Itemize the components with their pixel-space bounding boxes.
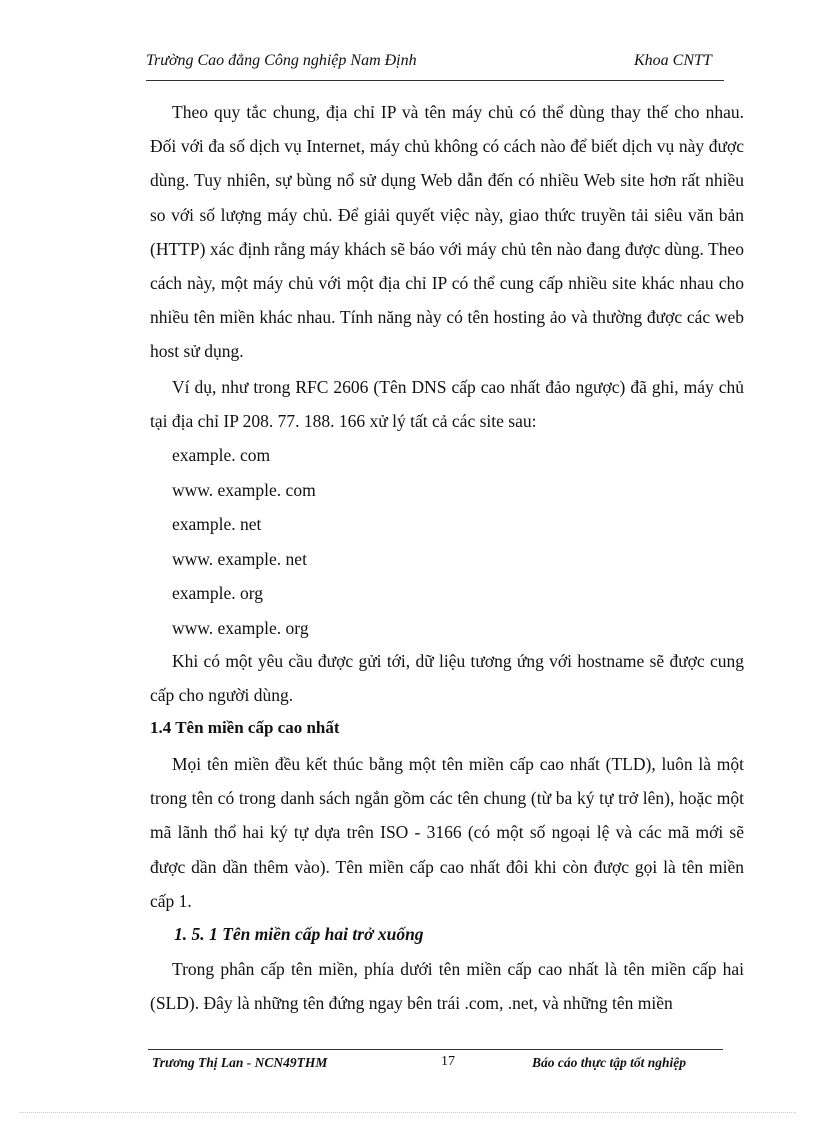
- section-heading-1-4: 1.4 Tên miền cấp cao nhất: [150, 718, 340, 737]
- site-list-item: example. com: [172, 445, 271, 465]
- paragraph-5-text: Trong phân cấp tên miền, phía dưới tên miền cấp cao nhất là tên miền cấp hai (SLD). Đây là những tên đứng ngay bên trái .com, .net, và những tên miền: [150, 959, 744, 1014]
- body-paragraph-3: [150, 644, 744, 712]
- body-paragraph-4: [150, 747, 744, 918]
- body-paragraph-5: [150, 952, 744, 1020]
- footer-divider: [148, 1049, 723, 1050]
- page-edge-divider: [20, 1112, 796, 1113]
- body-paragraph-2: [150, 370, 744, 438]
- paragraph-3-text: Khi có một yêu cầu được gửi tới, dữ liệu tương ứng với hostname sẽ được cung cấp cho người dùng.: [150, 651, 744, 706]
- footer-author: Trương Thị Lan - NCN49THM: [152, 1055, 328, 1070]
- site-list-item: example. net: [172, 514, 262, 534]
- paragraph-2-text: Ví dụ, như trong RFC 2606 (Tên DNS cấp cao nhất đảo ngược) đã ghi, máy chủ tại địa chỉ IP 208. 77. 188. 166 xử lý tất cả các site sau:: [150, 377, 744, 432]
- paragraph-1-text: Theo quy tắc chung, địa chỉ IP và tên máy chủ có thể dùng thay thế cho nhau. Đối với đa số dịch vụ Internet, máy chủ không có cách nào để biết dịch vụ này được dùng. Tuy nhiên, sự bùng nổ sử dụng Web dẫn đến có nhiều Web site hơn rất nhiều so với số lượng máy chủ. Để giải quyết việc này, giao thức truyền tải siêu văn bản (HTTP) xác định rằng máy khách sẽ báo với máy chủ tên nào đang được dùng. Theo cách này, một máy chủ với một địa chỉ IP có thể cung cấp nhiều site khác nhau cho nhiều tên miền khác nhau. Tính năng này có tên hosting ảo và thường được các web host sử dụng.: [150, 102, 744, 362]
- site-list-item: www. example. org: [172, 617, 309, 638]
- site-list-item: www. example. net: [172, 548, 307, 569]
- page-number: 17: [441, 1054, 455, 1069]
- footer-report-title: Báo cáo thực tập tốt nghiệp: [532, 1055, 686, 1070]
- header-divider: [146, 80, 724, 81]
- section-heading-1-5-1: 1. 5. 1 Tên miền cấp hai trở xuống: [174, 924, 424, 944]
- body-paragraph-1: [150, 95, 744, 369]
- site-list: [172, 438, 316, 645]
- site-list-item: example. org: [172, 583, 264, 603]
- paragraph-4-text: Mọi tên miền đều kết thúc bằng một tên miền cấp cao nhất (TLD), luôn là một trong tên có trong danh sách ngắn gồm các tên chung (từ ba ký tự trở lên), hoặc một mã lãnh thổ hai ký tự dựa trên ISO - 3166 (có một số ngoại lệ và các mã mới sẽ được dần dần thêm vào). Tên miền cấp cao nhất đôi khi còn được gọi là tên miền cấp 1.: [150, 754, 744, 911]
- site-list-item: www. example. com: [172, 479, 316, 500]
- header-school-name: Trường Cao đẳng Công nghiệp Nam Định: [146, 52, 417, 69]
- header-department: Khoa CNTT: [634, 52, 712, 69]
